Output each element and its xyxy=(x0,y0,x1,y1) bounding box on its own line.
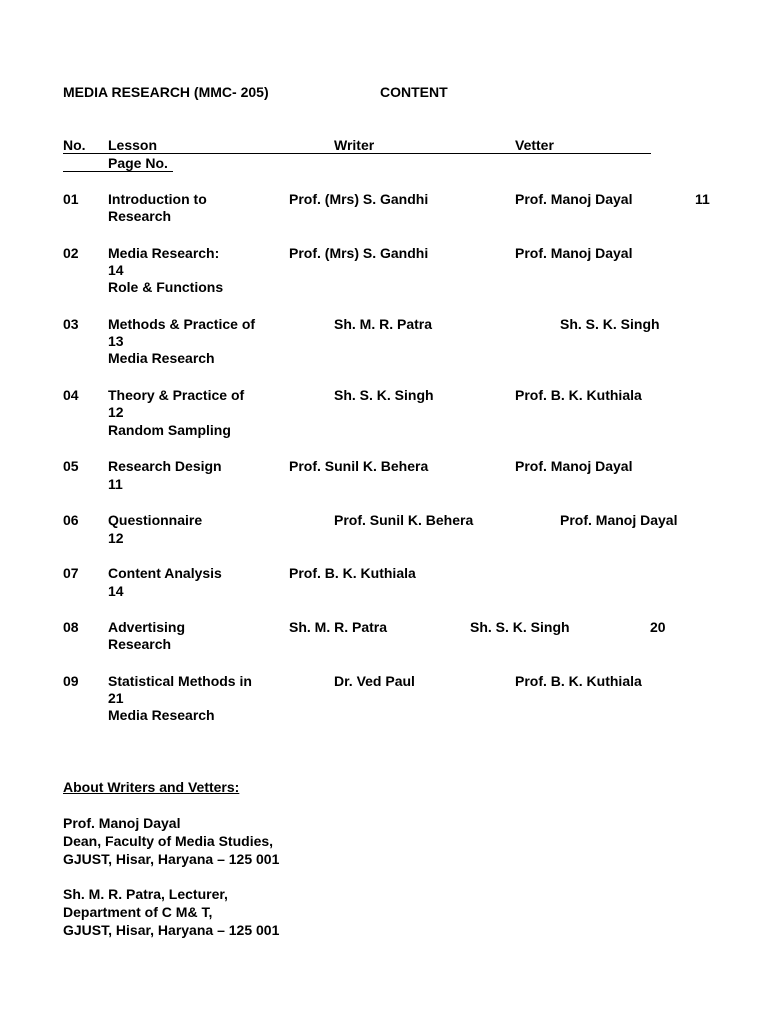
vetter-name: Prof. Manoj Dayal xyxy=(515,245,633,261)
lesson-title: Role & Functions xyxy=(108,279,224,295)
lesson-title: Research Design xyxy=(108,458,222,474)
row-number: 08 xyxy=(63,619,79,635)
page-number: 11 xyxy=(108,476,123,492)
person-name: Prof. Manoj Dayal xyxy=(63,815,181,831)
vetter-name: Prof. B. K. Kuthiala xyxy=(515,387,642,403)
row-number: 03 xyxy=(63,316,79,332)
column-lesson: Lesson xyxy=(108,137,158,153)
page-number: 12 xyxy=(108,404,124,420)
page-number: 14 xyxy=(108,262,124,278)
vetter-name: Prof. Manoj Dayal xyxy=(560,512,678,528)
lesson-title: Methods & Practice of xyxy=(108,316,256,332)
row-number: 09 xyxy=(63,673,79,689)
writer-name: Prof. (Mrs) S. Gandhi xyxy=(289,191,429,207)
writer-name: Sh. M. R. Patra xyxy=(334,316,433,332)
course-title: MEDIA RESEARCH (MMC- 205) xyxy=(63,84,269,100)
writer-name: Dr. Ved Paul xyxy=(334,673,415,689)
page-number: 14 xyxy=(108,583,124,599)
person-name: Sh. M. R. Patra, Lecturer, xyxy=(63,886,228,902)
writer-name: Prof. (Mrs) S. Gandhi xyxy=(289,245,429,261)
column-vetter: Vetter xyxy=(515,137,554,153)
person-detail: GJUST, Hisar, Haryana – 125 001 xyxy=(63,851,280,867)
row-number: 06 xyxy=(63,512,79,528)
writer-name: Prof. Sunil K. Behera xyxy=(289,458,429,474)
lesson-title: Media Research xyxy=(108,707,215,723)
lesson-title: Statistical Methods in xyxy=(108,673,252,689)
lesson-title: Research xyxy=(108,636,172,652)
row-number: 07 xyxy=(63,565,79,581)
page-number: 11 xyxy=(695,191,710,207)
row-number: 05 xyxy=(63,458,79,474)
page-number: 21 xyxy=(108,690,124,706)
person-detail: Dean, Faculty of Media Studies, xyxy=(63,833,274,849)
column-writer: Writer xyxy=(334,137,375,153)
vetter-name: Prof. Manoj Dayal xyxy=(515,458,633,474)
writer-name: Sh. M. R. Patra xyxy=(289,619,388,635)
person-detail: Department of C M& T, xyxy=(63,904,213,920)
column-no: No. xyxy=(63,137,86,153)
row-number: 02 xyxy=(63,245,79,261)
writer-name: Prof. B. K. Kuthiala xyxy=(289,565,416,581)
about-heading: About Writers and Vetters: xyxy=(63,779,240,795)
row-number: 01 xyxy=(63,191,79,207)
lesson-title: Media Research: xyxy=(108,245,220,261)
lesson-title: Random Sampling xyxy=(108,422,231,438)
lesson-title: Theory & Practice of xyxy=(108,387,245,403)
column-page-no: Page No. xyxy=(108,155,168,171)
vetter-name: Sh. S. K. Singh xyxy=(470,619,570,635)
person-detail: GJUST, Hisar, Haryana – 125 001 xyxy=(63,922,280,938)
row-number: 04 xyxy=(63,387,79,403)
lesson-title: Introduction to xyxy=(108,191,207,207)
writer-name: Prof. Sunil K. Behera xyxy=(334,512,474,528)
lesson-title: Questionnaire xyxy=(108,512,203,528)
header-rule xyxy=(63,153,651,154)
lesson-title: Media Research xyxy=(108,350,215,366)
page-number: 13 xyxy=(108,333,124,349)
lesson-title: Research xyxy=(108,208,172,224)
content-heading: CONTENT xyxy=(380,84,448,100)
page-number: 20 xyxy=(650,619,666,635)
page-number: 12 xyxy=(108,530,124,546)
vetter-name: Prof. B. K. Kuthiala xyxy=(515,673,642,689)
page-no-rule xyxy=(63,171,173,172)
lesson-title: Advertising xyxy=(108,619,186,635)
vetter-name: Sh. S. K. Singh xyxy=(560,316,660,332)
writer-name: Sh. S. K. Singh xyxy=(334,387,434,403)
vetter-name: Prof. Manoj Dayal xyxy=(515,191,633,207)
lesson-title: Content Analysis xyxy=(108,565,222,581)
